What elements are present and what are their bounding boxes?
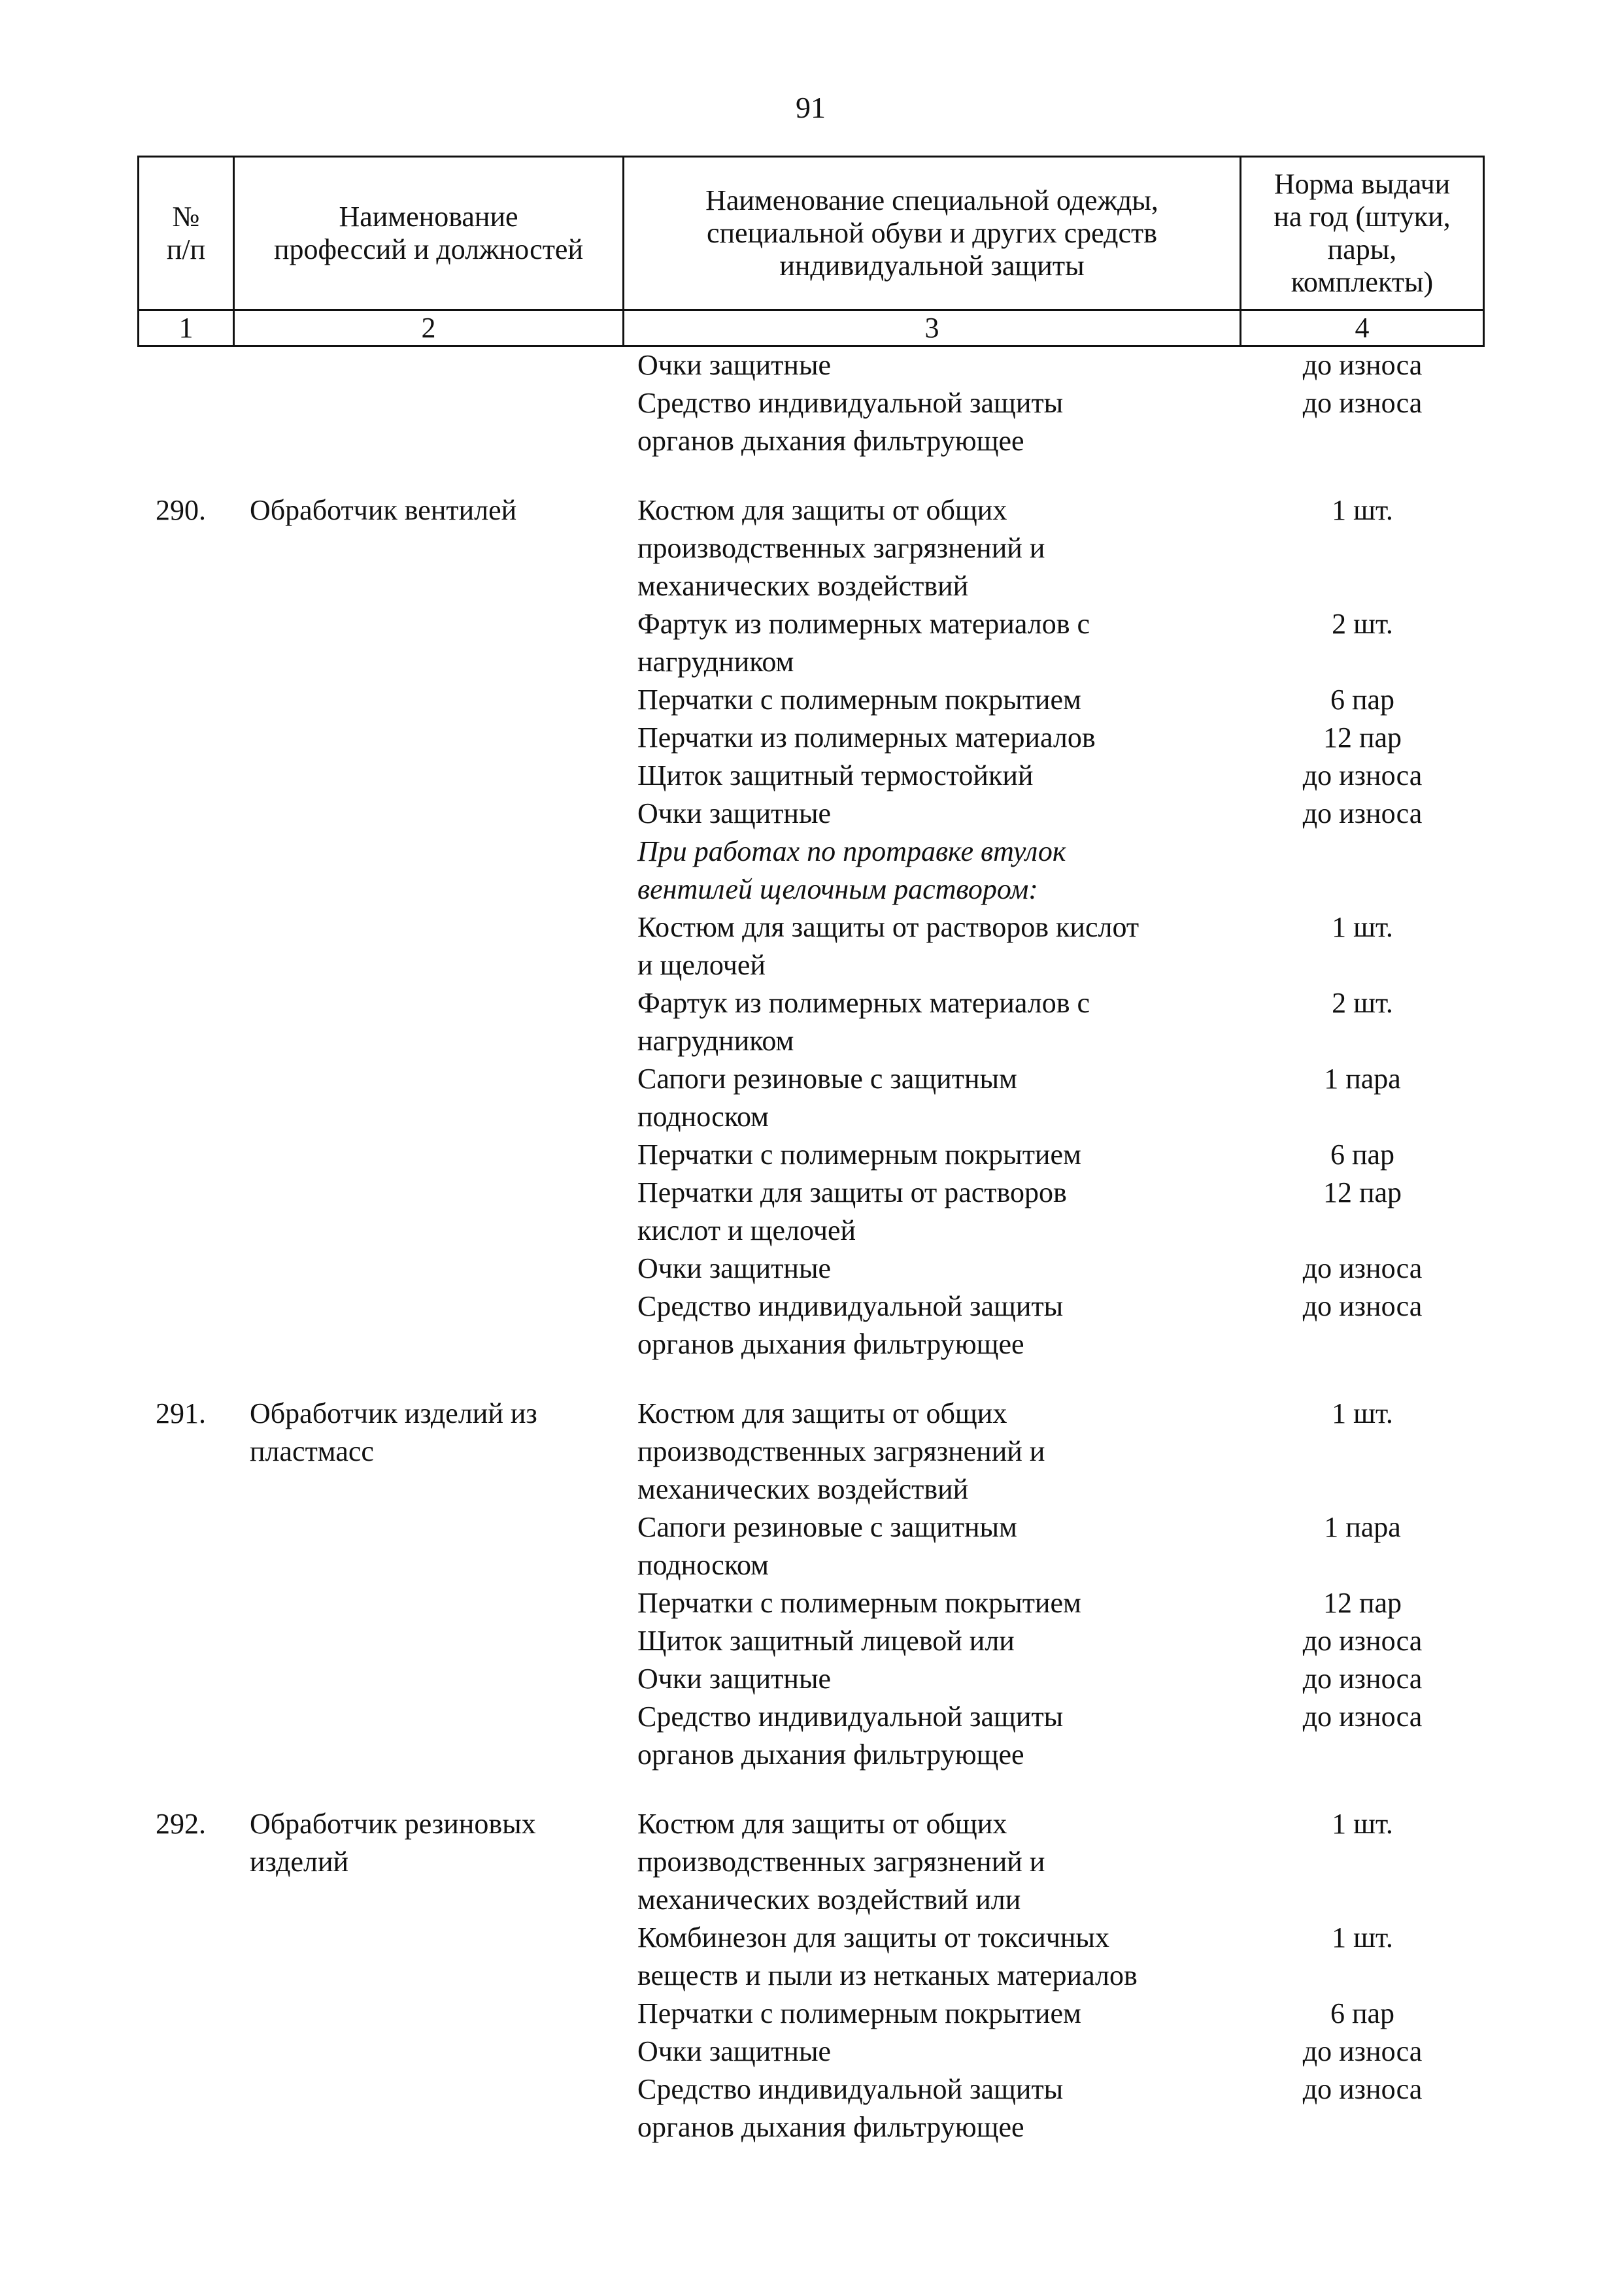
- issue-norm: 1 шт.: [1332, 1808, 1393, 1840]
- table-row-line: [137, 1805, 1483, 1843]
- column-number-3: 3: [624, 310, 1241, 346]
- profession-name: Обработчик изделий из: [250, 1397, 537, 1429]
- issue-norm: до износа: [1302, 1252, 1423, 1284]
- issue-norm: 6 пар: [1330, 684, 1395, 716]
- equipment-item: Очки защитные: [637, 1663, 832, 1695]
- condition-note: вентилей щелочным раствором:: [637, 873, 1038, 905]
- issue-norm: 12 пар: [1323, 1176, 1402, 1208]
- table-row-line: [137, 1212, 1483, 1250]
- issue-norm: 2 шт.: [1332, 987, 1393, 1019]
- issue-norm: 1 шт.: [1332, 1397, 1393, 1429]
- header-number-label: № п/п: [166, 200, 206, 265]
- issue-norm: до износа: [1302, 1625, 1423, 1657]
- table-row-line: [137, 871, 1483, 908]
- equipment-item: Средство индивидуальной защиты: [637, 1290, 1064, 1322]
- row-separator: [137, 1363, 1483, 1395]
- header-profession-label: Наименование профессий и должностей: [273, 200, 584, 265]
- table-row-line: [137, 2033, 1483, 2071]
- issue-norm: до износа: [1302, 1701, 1423, 1733]
- table-row-line: [137, 681, 1483, 719]
- row-number: 290.: [156, 494, 206, 526]
- table-body: [137, 346, 1483, 2146]
- equipment-item: Перчатки для защиты от растворов: [637, 1176, 1067, 1208]
- continuation-line: [137, 384, 1483, 422]
- equipment-item: веществ и пыли из нетканых материалов: [637, 1959, 1138, 1991]
- table-row-line: [137, 1546, 1483, 1584]
- issue-norm: 2 шт.: [1332, 608, 1393, 640]
- equipment-item: Перчатки с полимерным покрытием: [637, 1997, 1081, 2029]
- equipment-item: производственных загрязнений и: [637, 1846, 1045, 1878]
- equipment-item: Костюм для защиты от общих: [637, 1397, 1007, 1429]
- equipment-item: Щиток защитный лицевой или: [637, 1625, 1015, 1657]
- equipment-item: механических воздействий: [637, 570, 969, 602]
- equipment-item: Комбинезон для защиты от токсичных: [637, 1922, 1109, 1954]
- issue-norm: 12 пар: [1323, 1587, 1402, 1619]
- table-row-line: [137, 795, 1483, 833]
- equipment-item: Очки защитные: [637, 1252, 832, 1284]
- equipment-item: Костюм для защиты от растворов кислот: [637, 911, 1139, 943]
- equipment-item: Перчатки с полимерным покрытием: [637, 684, 1081, 716]
- equipment-item: производственных загрязнений и: [637, 1435, 1045, 1467]
- equipment-item: Фартук из полимерных материалов с: [637, 987, 1090, 1019]
- table-row-line: [137, 491, 1483, 529]
- equipment-item: Фартук из полимерных материалов с: [637, 608, 1090, 640]
- issue-norm: до износа: [1302, 1663, 1423, 1695]
- header-number-cell: [139, 157, 234, 310]
- table-row-line: [137, 1736, 1483, 1774]
- equipment-item: Перчатки с полимерным покрытием: [637, 1587, 1081, 1619]
- equipment-item: Перчатки из полимерных материалов: [637, 722, 1096, 754]
- continuation-line: [137, 346, 1483, 384]
- equipment-item: Костюм для защиты от общих: [637, 1808, 1007, 1840]
- table-row-line: [137, 1919, 1483, 1957]
- issue-norm: до износа: [1302, 2035, 1423, 2067]
- continuation-line: [137, 422, 1483, 460]
- equipment-item: Сапоги резиновые с защитным: [637, 1511, 1017, 1543]
- table-row-line: [137, 946, 1483, 984]
- row-separator: [137, 1774, 1483, 1805]
- equipment-item: Щиток защитный термостойкий: [637, 759, 1034, 791]
- issue-norm: 1 пара: [1324, 1063, 1401, 1095]
- equipment-item: Средство индивидуальной защиты: [637, 1701, 1064, 1733]
- table-row-line: [137, 1957, 1483, 1995]
- table-row-line: [137, 719, 1483, 757]
- equipment-item: Очки защитные: [637, 797, 832, 829]
- column-number-1: 1: [139, 310, 234, 346]
- equipment-item: нагрудником: [637, 646, 794, 678]
- table-row-line: [137, 1174, 1483, 1212]
- table-row-line: [137, 1622, 1483, 1660]
- equipment-item: и щелочей: [637, 949, 766, 981]
- column-number-2: 2: [234, 310, 624, 346]
- table-row-line: [137, 529, 1483, 567]
- table-row-line: [137, 2071, 1483, 2108]
- table-row-line: [137, 605, 1483, 643]
- column-number-4: 4: [1241, 310, 1484, 346]
- table-row-line: [137, 1433, 1483, 1471]
- equipment-item: Очки защитные: [637, 349, 832, 381]
- equipment-item: нагрудником: [637, 1025, 794, 1057]
- header-equipment-label: Наименование специальной одежды, специальной обуви и других средств индивидуальной защиты: [705, 184, 1158, 282]
- table-row-line: [137, 757, 1483, 795]
- table-row-line: [137, 1325, 1483, 1363]
- equipment-item: органов дыхания фильтрующее: [637, 2111, 1024, 2143]
- profession-name: изделий: [250, 1846, 349, 1878]
- table-row-line: [137, 908, 1483, 946]
- table-row-line: [137, 1022, 1483, 1060]
- table-row-line: [137, 1395, 1483, 1433]
- table-row-line: [137, 1060, 1483, 1098]
- row-number: 292.: [156, 1808, 206, 1840]
- issue-norm: до износа: [1302, 2073, 1423, 2105]
- profession-name: Обработчик резиновых: [250, 1808, 536, 1840]
- header-norm-label: Норма выдачи на год (штуки, пары, комплекты): [1274, 167, 1451, 299]
- equipment-item: Средство индивидуальной защиты: [637, 387, 1064, 419]
- table-row-line: [137, 1584, 1483, 1622]
- row-separator: [137, 460, 1483, 491]
- table-row-line: [137, 1098, 1483, 1136]
- issue-norm: 1 шт.: [1332, 911, 1393, 943]
- equipment-item: Сапоги резиновые с защитным: [637, 1063, 1017, 1095]
- issue-norm: 12 пар: [1323, 722, 1402, 754]
- issue-norm: до износа: [1302, 1290, 1423, 1322]
- equipment-item: подноском: [637, 1101, 769, 1133]
- table-row-line: [137, 984, 1483, 1022]
- issue-norm: 6 пар: [1330, 1139, 1395, 1171]
- row-number: 291.: [156, 1397, 206, 1429]
- equipment-item: Перчатки с полимерным покрытием: [637, 1139, 1081, 1171]
- issue-norm: 1 шт.: [1332, 1922, 1393, 1954]
- page-number: 91: [796, 91, 826, 124]
- header-equipment-cell: [624, 157, 1241, 310]
- table-row-line: [137, 1843, 1483, 1881]
- table-row-line: [137, 1288, 1483, 1325]
- table-row-line: [137, 1136, 1483, 1174]
- table-row-line: [137, 833, 1483, 871]
- issue-norm: до износа: [1302, 349, 1423, 381]
- table-row-line: [137, 567, 1483, 605]
- issue-norm: до износа: [1302, 797, 1423, 829]
- table-row-line: [137, 1660, 1483, 1698]
- equipment-item: Очки защитные: [637, 2035, 832, 2067]
- equipment-item: Костюм для защиты от общих: [637, 494, 1007, 526]
- equipment-item: органов дыхания фильтрующее: [637, 1739, 1024, 1771]
- table-row-line: [137, 1471, 1483, 1508]
- issue-norm: 6 пар: [1330, 1997, 1395, 2029]
- header-norm-cell: [1241, 157, 1484, 310]
- table-row-line: [137, 2108, 1483, 2146]
- table-row-line: [137, 1995, 1483, 2033]
- table-header: [137, 156, 1485, 347]
- table-row-line: [137, 643, 1483, 681]
- equipment-item: органов дыхания фильтрующее: [637, 1328, 1024, 1360]
- equipment-item: механических воздействий или: [637, 1884, 1021, 1916]
- issue-norm: 1 пара: [1324, 1511, 1401, 1543]
- equipment-item: кислот и щелочей: [637, 1214, 856, 1246]
- equipment-item: механических воздействий: [637, 1473, 969, 1505]
- equipment-item: производственных загрязнений и: [637, 532, 1045, 564]
- table-row-line: [137, 1698, 1483, 1736]
- profession-name: пластмасс: [250, 1435, 374, 1467]
- table-row-line: [137, 1508, 1483, 1546]
- header-profession-cell: [234, 157, 624, 310]
- condition-note: При работах по протравке втулок: [637, 835, 1066, 867]
- issue-norm: до износа: [1302, 387, 1423, 419]
- issue-norm: 1 шт.: [1332, 494, 1393, 526]
- equipment-item: Средство индивидуальной защиты: [637, 2073, 1064, 2105]
- profession-name: Обработчик вентилей: [250, 494, 517, 526]
- table-row-line: [137, 1881, 1483, 1919]
- equipment-item: органов дыхания фильтрующее: [637, 425, 1024, 457]
- table-row-line: [137, 1250, 1483, 1288]
- equipment-item: подноском: [637, 1549, 769, 1581]
- issue-norm: до износа: [1302, 759, 1423, 791]
